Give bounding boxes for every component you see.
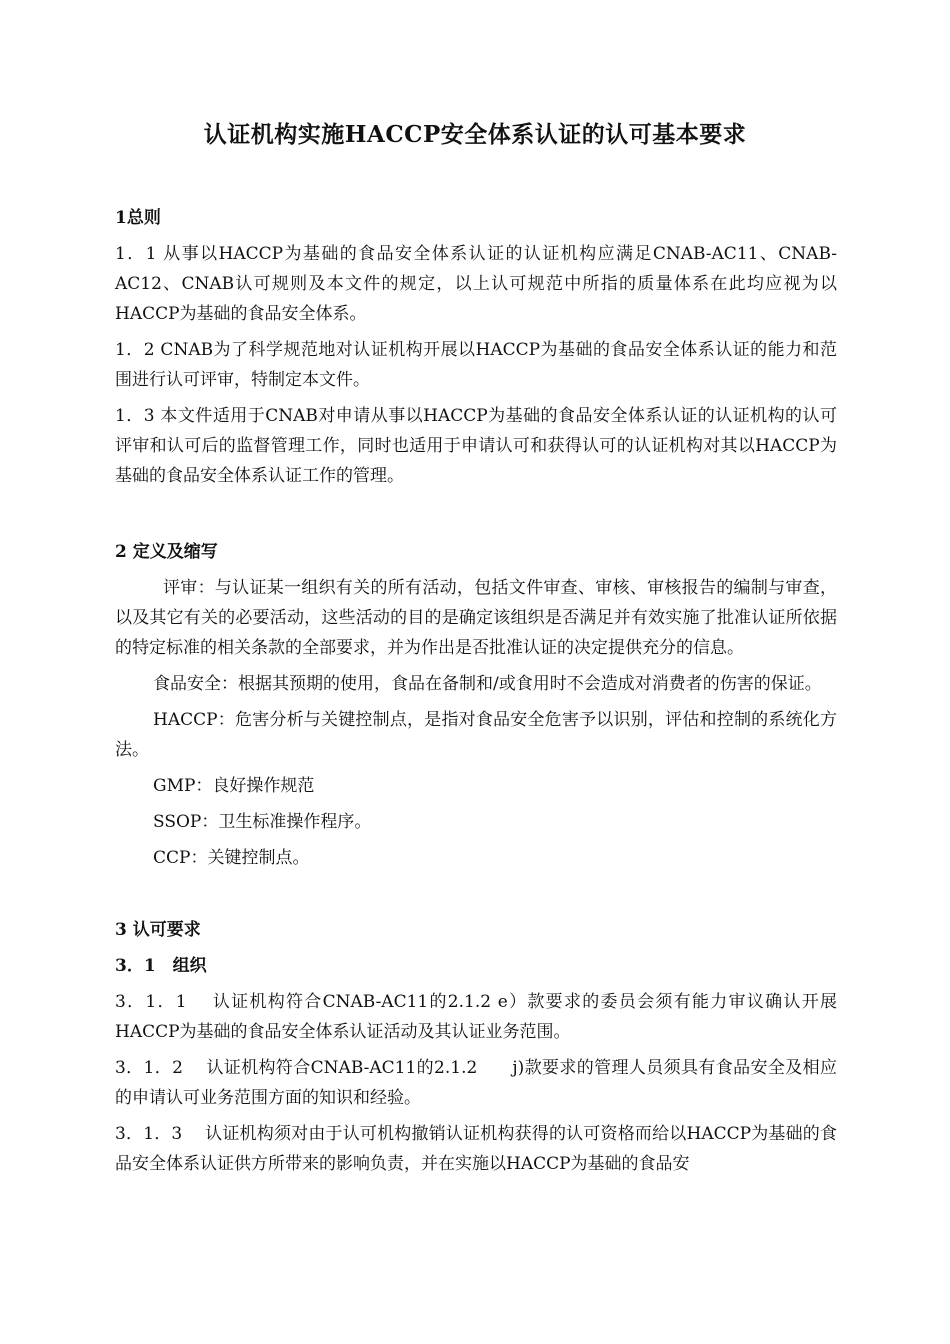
definition-review: 评审：与认证某一组织有关的所有活动，包括文件审查、审核、审核报告的编制与审查，以及其它有关的必要活动，这些活动的目的是确定该组织是否满足并有效实施了批准认证所依据的特定标准的相关条款的全部要求，并为作出是否批准认证的决定提供充分的信息。	[115, 578, 837, 658]
document-title: 认证机构实施HACCP安全体系认证的认可基本要求	[203, 121, 747, 148]
paragraph-3-1-2: 3．1．2 认证机构符合CNAB-AC11的2.1.2 j)款要求的管理人员须具有食品安全及相应的申请认可业务范围方面的知识和经验。	[115, 1058, 837, 1108]
definition-gmp: GMP：良好操作规范	[153, 776, 315, 796]
paragraph-3-1-1: 3．1．1 认证机构符合CNAB-AC11的2.1.2 e）款要求的委员会须有能力审议确认开展HACCP为基础的食品安全体系认证活动及其认证业务范围。	[115, 992, 837, 1042]
section-2-heading: 2 定义及缩写	[115, 542, 218, 562]
paragraph-1-2: 1．2 CNAB为了科学规范地对认证机构开展以HACCP为基础的食品安全体系认证的能力和范围进行认可评审，特制定本文件。	[115, 340, 837, 390]
definition-food-safety: 食品安全：根据其预期的使用，食品在备制和/或食用时不会造成对消费者的伤害的保证。	[153, 674, 822, 694]
document-body	[115, 203, 837, 1185]
section-3-heading: 3 认可要求	[115, 920, 201, 940]
paragraph-1-3: 1．3 本文件适用于CNAB对申请从事以HACCP为基础的食品安全体系认证的认证机构的认可评审和认可后的监督管理工作，同时也适用于申请认可和获得认可的认证机构对其以HACCP为基础的食品安全体系认证工作的管理。	[115, 406, 837, 486]
paragraph-1-1: 1．1 从事以HACCP为基础的食品安全体系认证的认证机构应满足CNAB-AC11、CNAB-AC12、CNAB认可规则及本文件的规定，以上认可规范中所指的质量体系在此均应视为以HACCP为基础的食品安全体系。	[115, 244, 837, 324]
section-1-heading: 1总则	[115, 208, 161, 228]
definition-ccp: CCP：关键控制点。	[153, 848, 310, 868]
paragraph-3-1-3: 3．1．3 认证机构须对由于认可机构撤销认证机构获得的认可资格而给以HACCP为基础的食品安全体系认证供方所带来的影响负责，并在实施以HACCP为基础的食品安	[115, 1124, 837, 1174]
definition-ssop: SSOP：卫生标准操作程序。	[153, 812, 372, 832]
definition-haccp: HACCP：危害分析与关键控制点，是指对食品安全危害予以识别，评估和控制的系统化方法。	[115, 710, 837, 760]
section-3-1-heading: 3．1 组织	[115, 956, 207, 976]
